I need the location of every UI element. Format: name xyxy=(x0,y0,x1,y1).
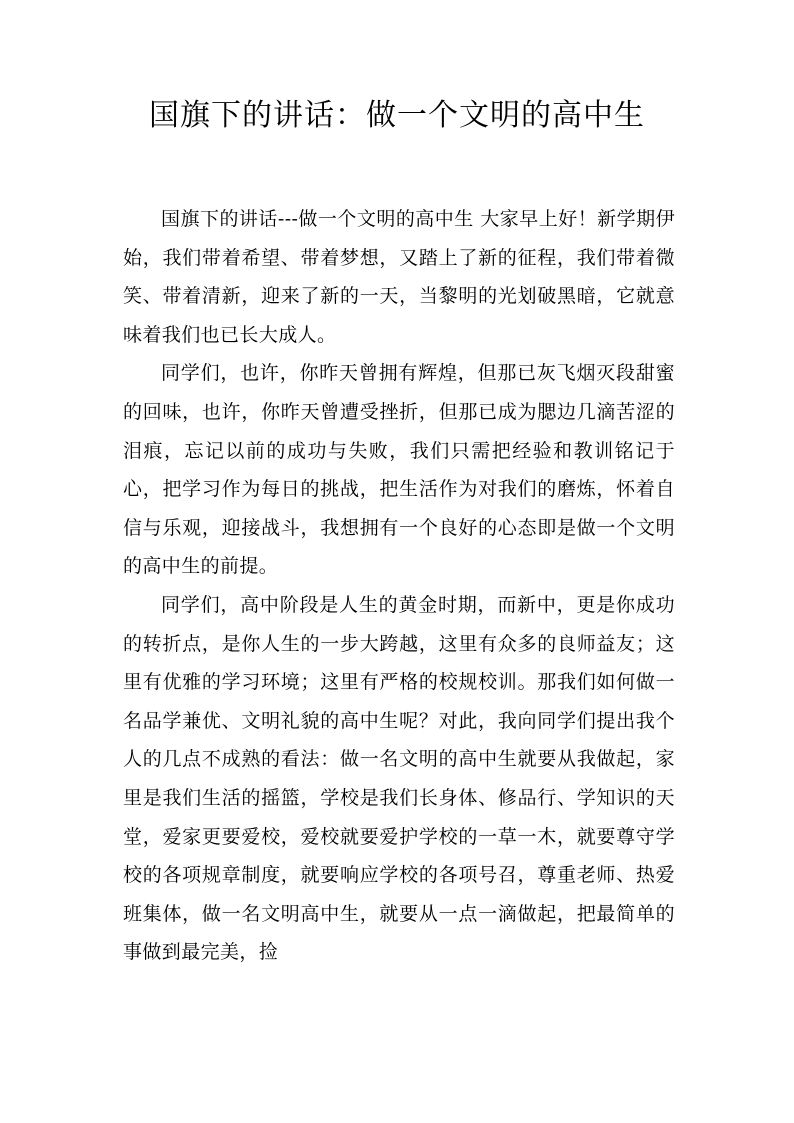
document-body xyxy=(123,200,675,1080)
paragraph-3: 同学们，高中阶段是人生的黄金时期，而新中，更是你成功的转折点，是你人生的一步大跨越，这里有众多的良师益友；这里有优雅的学习环境；这里有严格的校规校训。那我们如何做一名品学兼优、文明礼貌的高中生呢？对此，我向同学们提出我个人的几点不成熟的看法：做一名文明的高中生就要从我做起，家里是我们生活的摇篮，学校是我们长身体、修品行、学知识的天堂，爱家更要爱校，爱校就要爱护学校的一草一木，就要尊守学校的各项规章制度，就要响应学校的各项号召，尊重老师、热爱班集体，做一名文明高中生，就要从一点一滴做起，把最简单的事做到最完美，捡 xyxy=(123,593,675,964)
page-title: 国旗下的讲话：做一个文明的高中生 xyxy=(149,98,645,133)
paragraph-2: 同学们，也许，你昨天曾拥有辉煌，但那已灰飞烟灭段甜蜜的回味，也许，你昨天曾遭受挫折，但那已成为腮边几滴苦涩的泪痕，忘记以前的成功与失败，我们只需把经验和教训铭记于心，把学习作为每日的挑战，把生活作为对我们的磨炼，怀着自信与乐观，迎接战斗，我想拥有一个良好的心态即是做一个文明的高中生的前提。 xyxy=(123,362,675,578)
paragraph-1: 国旗下的讲话---做一个文明的高中生 大家早上好！新学期伊始，我们带着希望、带着梦想，又踏上了新的征程，我们带着微笑、带着清新，迎来了新的一天，当黎明的光划破黑暗，它就意味着我们也已长大成人。 xyxy=(123,208,675,346)
